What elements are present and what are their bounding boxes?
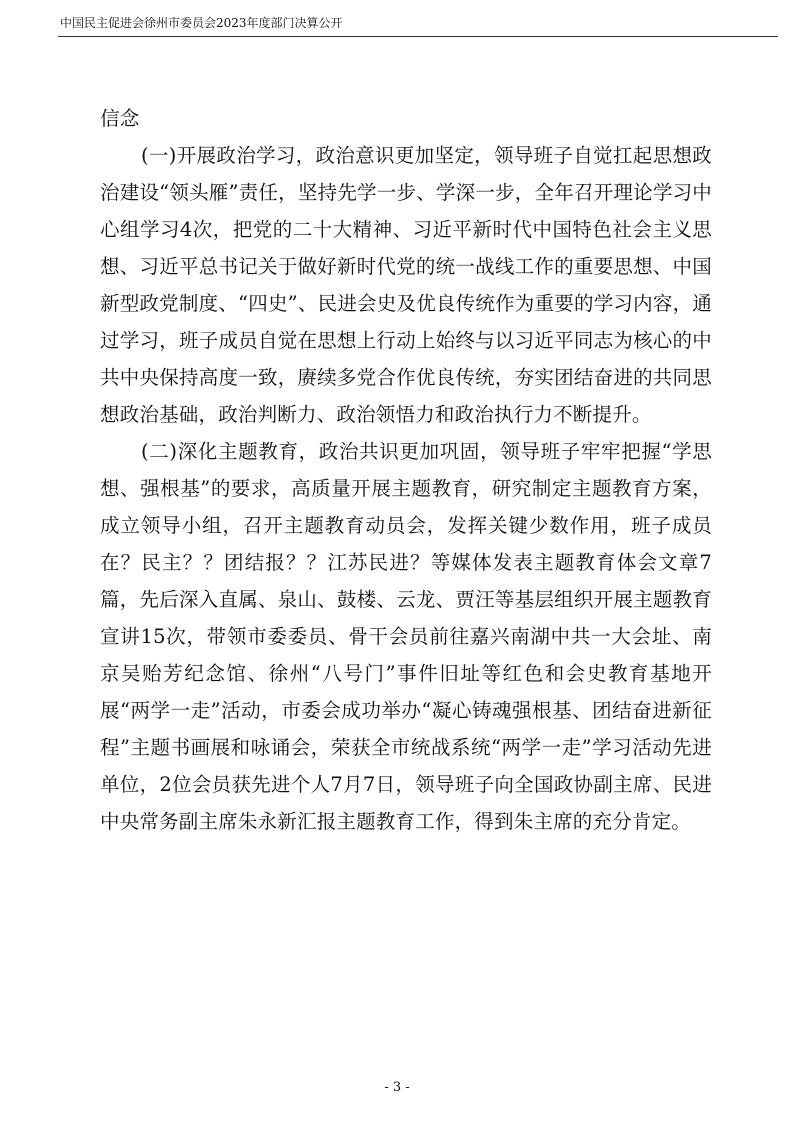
page-header [58,12,778,37]
paragraph-continuation: 信念 [100,107,140,130]
paragraph-theme-education: (二)深化主题教育，政治共识更加巩固，领导班子牢牢把握“学思想、强根基”的要求，高质量开展主题教育，研究制定主题教育方案，成立领导小组，召开主题教育动员会，发挥关键少数作用，班子成员在？民主？？团结报？？江苏民进？等媒体发表主题教育体会文章7篇，先后深入直属、泉山、鼓楼、云龙、贾汪等基层组织开展主题教育宣讲15次，带领市委委员、骨干会员前往嘉兴南湖中共一大会址、南京吴贻芳纪念馆、徐州“八号门”事件旧址等红色和会史教育基地开展“两学一走”活动，市委会成功举办“凝心铸魂强根基、团结奋进新征程”主题书画展和咏诵会，荣获全市统战系统“两学一走”学习活动先进单位，2位会员获先进个人7月7日，领导班子向全国政协副主席、民进中央常务副主席朱永新汇报主题教育工作，得到朱主席的充分肯定。 [100,440,712,833]
document-body [100,100,712,840]
paragraph-political-study: (一)开展政治学习，政治意识更加坚定，领导班子自觉扛起思想政治建设“领头雁”责任，坚持先学一步、学深一步，全年召开理论学习中心组学习4次，把党的二十大精神、习近平新时代中国特色社会主义思想、习近平总书记关于做好新时代党的统一战线工作的重要思想、中国新型政党制度、“四史”、民进会史及优良传统作为重要的学习内容，通过学习，班子成员自觉在思想上行动上始终与以习近平同志为核心的中共中央保持高度一致，赓续多党合作优良传统，夯实团结奋进的共同思想政治基础，政治判断力、政治领悟力和政治执行力不断提升。 [100,144,712,426]
header-title: 中国民主促进会徐州市委员会2023年度部门决算公开 [60,16,343,30]
page-number: - 3 - [384,1080,410,1095]
